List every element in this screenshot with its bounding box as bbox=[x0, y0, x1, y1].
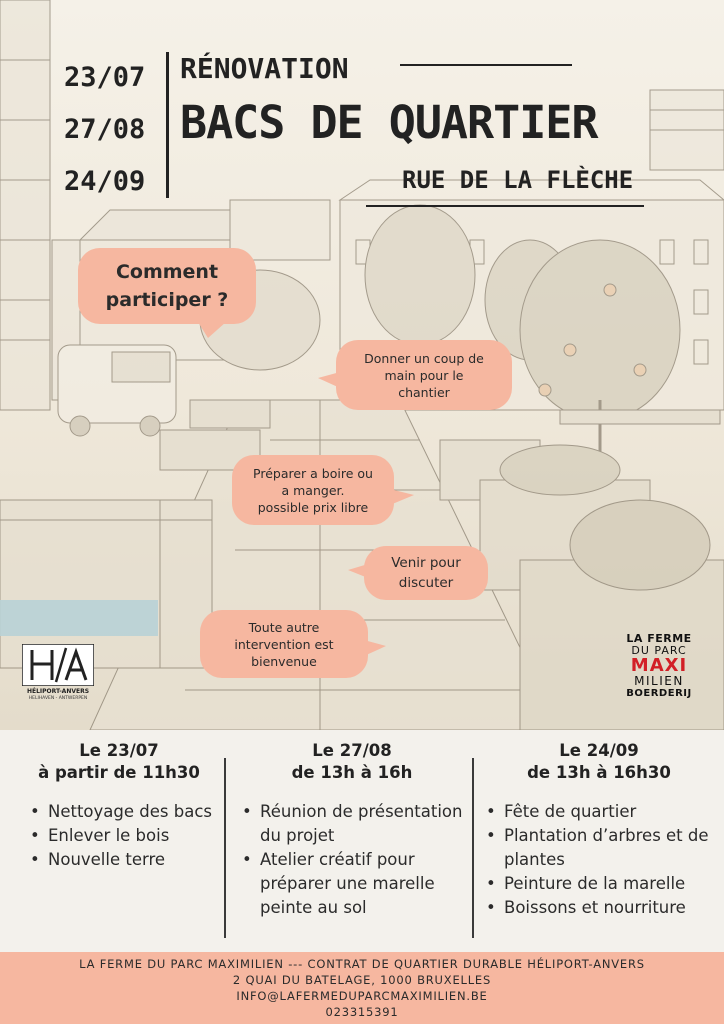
ferme-logo-line-2: DU PARC bbox=[631, 644, 687, 657]
schedule-day-2 bbox=[238, 740, 466, 950]
list-item: • Fête de quartier bbox=[482, 800, 716, 824]
schedule-day-1 bbox=[26, 740, 212, 950]
list-item: • Peinture de la marelle bbox=[482, 872, 716, 896]
schedule-day-3 bbox=[482, 740, 716, 950]
schedule-day-1-time: à partir de 11h30 bbox=[38, 763, 200, 782]
schedule-day-3-list bbox=[482, 800, 716, 920]
event-dates bbox=[64, 52, 164, 208]
schedule-day-1-heading bbox=[26, 740, 212, 784]
heliport-logo-text: HÉLIPORT-ANVERS bbox=[26, 688, 90, 695]
ferme-parc-maximilien-logo bbox=[604, 632, 714, 700]
schedule-day-3-date: Le 24/09 bbox=[559, 741, 639, 760]
heliport-anvers-logo-icon bbox=[22, 644, 94, 686]
list-item: • Boissons et nourriture bbox=[482, 896, 716, 920]
schedule-day-2-heading bbox=[238, 740, 466, 784]
bubble-main-line-2: participer ? bbox=[105, 289, 229, 311]
bubble-main-line-1: Comment bbox=[115, 261, 219, 283]
title-divider bbox=[166, 52, 169, 198]
bubble-2-line-1: Préparer a boire ou bbox=[253, 465, 373, 481]
title-rule bbox=[400, 64, 572, 66]
bubble-2-line-2: a manger. bbox=[281, 482, 345, 498]
bubble-other-help bbox=[200, 610, 368, 678]
bubble-3-line-1: Venir pour bbox=[391, 555, 461, 571]
ferme-logo-line-3: MAXI bbox=[630, 655, 688, 676]
bubble-2-line-3: possible prix libre bbox=[257, 499, 369, 515]
list-item: • Nettoyage des bacs bbox=[26, 800, 212, 824]
schedule-day-3-time: de 13h à 16h30 bbox=[527, 763, 671, 782]
title-renovation: RÉNOVATION bbox=[180, 52, 349, 85]
ferme-logo-line-1: LA FERME bbox=[626, 632, 692, 645]
bubble-1-line-1: Donner un coup de bbox=[364, 350, 484, 366]
footer bbox=[0, 952, 724, 1024]
footer-organizers: LA FERME DU PARC MAXIMILIEN --- CONTRAT DE QUARTIER DURABLE HÉLIPORT-ANVERS bbox=[79, 957, 645, 971]
bubble-4-line-3: bienvenue bbox=[251, 653, 317, 669]
heliport-logo-subtext: HELIHAVEN - ANTWERPEN bbox=[28, 696, 88, 701]
schedule-day-2-list bbox=[238, 800, 466, 920]
bubble-3-line-2: discuter bbox=[398, 575, 454, 591]
schedule-divider-2 bbox=[472, 758, 474, 938]
footer-phone[interactable]: 023315391 bbox=[325, 1005, 399, 1019]
schedule-section bbox=[0, 730, 724, 952]
street-name: RUE DE LA FLÈCHE bbox=[402, 166, 634, 194]
schedule-day-1-list bbox=[26, 800, 212, 872]
bubble-1-line-2: main pour le bbox=[384, 367, 464, 383]
ferme-logo-line-5: BOERDERIJ bbox=[626, 688, 692, 699]
bubble-help-construction bbox=[336, 340, 512, 410]
schedule-day-2-time: de 13h à 16h bbox=[291, 763, 413, 782]
schedule-divider-1 bbox=[224, 758, 226, 938]
date-1: 23/07 bbox=[64, 62, 146, 93]
bubble-food-drink bbox=[232, 455, 394, 525]
street-rule bbox=[366, 205, 644, 207]
ferme-logo-line-4: MILIEN bbox=[634, 674, 684, 688]
bubble-4-line-1: Toute autre bbox=[248, 619, 320, 635]
schedule-day-1-date: Le 23/07 bbox=[79, 741, 159, 760]
bubble-come-discuss bbox=[364, 546, 488, 600]
list-item: • Nouvelle terre bbox=[26, 848, 212, 872]
date-3: 24/09 bbox=[64, 166, 146, 197]
list-item: • Réunion de présentation du projet bbox=[238, 800, 466, 848]
bubble-how-to-participate bbox=[78, 248, 256, 324]
schedule-day-2-date: Le 27/08 bbox=[312, 741, 392, 760]
list-item: • Plantation d’arbres et de plantes bbox=[482, 824, 716, 872]
footer-address: 2 QUAI DU BATELAGE, 1000 BRUXELLES bbox=[232, 973, 492, 987]
bubble-4-line-2: intervention est bbox=[234, 636, 334, 652]
list-item: • Enlever le bois bbox=[26, 824, 212, 848]
bubble-1-line-3: chantier bbox=[398, 384, 450, 400]
heliport-anvers-logo bbox=[20, 644, 96, 706]
footer-email[interactable]: INFO@LAFERMEDUPARCMAXIMILIEN.BE bbox=[236, 989, 488, 1003]
date-2: 27/08 bbox=[64, 114, 146, 145]
page-title: BACS DE QUARTIER bbox=[180, 96, 598, 149]
list-item: • Atelier créatif pour préparer une marelle peinte au sol bbox=[238, 848, 466, 920]
schedule-day-3-heading bbox=[482, 740, 716, 784]
